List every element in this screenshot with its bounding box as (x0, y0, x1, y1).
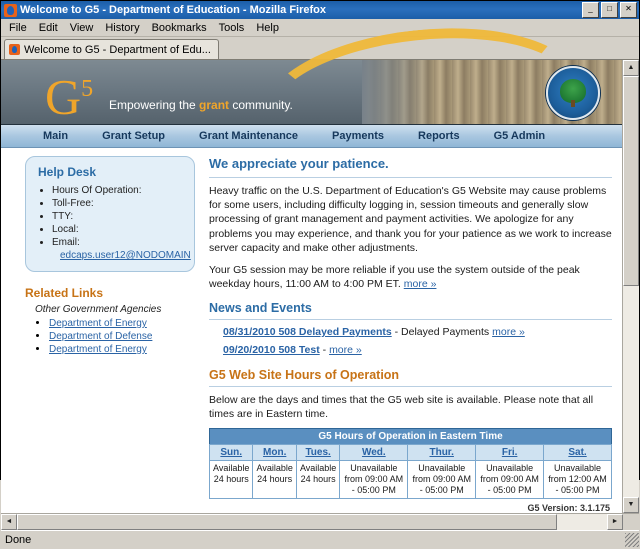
nav-item-payments[interactable]: Payments (332, 130, 385, 142)
help-desk-email: • Email: (52, 237, 184, 248)
help-desk-title: Help Desk (38, 165, 97, 179)
help-desk-hours: • Hours Of Operation: (52, 185, 184, 196)
hours-table-body (210, 460, 612, 499)
related-link-energy-1[interactable]: Department of Energy (49, 318, 147, 329)
help-desk-panel (25, 156, 195, 272)
hours-cell-wed: Unavailable from 09:00 AM - 05:00 PM (340, 460, 408, 499)
hours-col-sat[interactable]: Sat. (544, 444, 612, 460)
list-item (49, 343, 195, 355)
hours-cell-sat: Unavailable from 12:00 AM - 05:00 PM (544, 460, 612, 499)
menu-help[interactable]: Help (256, 21, 279, 34)
close-button[interactable]: ✕ (620, 2, 637, 18)
news-item-1-more-link[interactable]: more » (492, 326, 525, 339)
main-column (195, 156, 612, 513)
seal-tree-icon (560, 79, 586, 103)
banner-tagline (109, 98, 293, 112)
nav-item-main[interactable]: Main (43, 130, 69, 142)
hours-col-fri[interactable]: Fri. (476, 444, 544, 460)
news-item-1-sep: - (391, 326, 402, 339)
help-desk-local: • Local: (52, 224, 184, 235)
patience-paragraph-2 (209, 263, 612, 291)
nav-item-grant-maintenance[interactable]: Grant Maintenance (199, 130, 299, 142)
scrollbar-corner (623, 514, 639, 530)
list-item (49, 330, 195, 342)
vertical-scroll-track[interactable] (623, 286, 639, 497)
scroll-right-button[interactable]: ► (607, 514, 623, 530)
tab-welcome-to-g5[interactable] (4, 39, 219, 59)
news-item-2-sep: - (319, 344, 330, 357)
table-row (210, 460, 612, 499)
hours-col-tues[interactable]: Tues. (296, 444, 339, 460)
list-item (49, 317, 195, 329)
news-item-1-date-link[interactable]: 08/31/2010 508 Delayed Payments (223, 326, 392, 339)
g5-logo (45, 64, 94, 125)
menu-bar (1, 19, 639, 37)
tagline-pre: Empowering the (109, 98, 200, 112)
help-desk-tollfree: • Toll-Free: (52, 198, 184, 209)
related-link-defense[interactable]: Department of Defense (49, 331, 153, 342)
help-desk-tty: • TTY: (52, 211, 184, 222)
news-item-2-more-link[interactable]: more » (329, 344, 362, 357)
nav-item-reports[interactable]: Reports (418, 130, 460, 142)
scroll-down-button[interactable]: ▼ (623, 497, 639, 513)
hours-cell-thur: Unavailable from 09:00 AM - 05:00 PM (408, 460, 476, 499)
news-item-1 (223, 326, 612, 338)
page-favicon-icon (9, 44, 20, 55)
web-page (1, 60, 622, 513)
hours-col-sun[interactable]: Sun. (210, 444, 253, 460)
menu-history[interactable]: History (105, 21, 140, 34)
scroll-left-button[interactable]: ◄ (1, 514, 17, 530)
related-links-panel (25, 286, 195, 355)
hours-cell-fri: Unavailable from 09:00 AM - 05:00 PM (476, 460, 544, 499)
hours-intro: Below are the days and times that the G5 web site is available. Please note that all times are in Eastern time. (209, 394, 594, 421)
divider (209, 177, 612, 178)
tagline-post: community. (229, 98, 293, 112)
menu-edit[interactable]: Edit (38, 21, 58, 34)
tab-label: Welcome to G5 - Department of Edu... (24, 43, 211, 56)
hours-heading: G5 Web Site Hours of Operation (209, 368, 400, 383)
related-links-subtitle: Other Government Agencies (35, 304, 162, 315)
related-links-title: Related Links (25, 286, 104, 300)
hours-col-wed[interactable]: Wed. (340, 444, 408, 460)
firefox-icon (4, 4, 17, 17)
hours-col-mon[interactable]: Mon. (253, 444, 296, 460)
news-heading: News and Events (209, 301, 312, 316)
hours-table (209, 428, 612, 500)
site-banner (1, 60, 622, 125)
version-label: G5 Version: 3.1.175 (527, 503, 610, 514)
tagline-bold: grant (199, 98, 230, 112)
table-header-row (210, 444, 612, 460)
horizontal-scrollbar[interactable] (1, 513, 639, 530)
window-controls (582, 2, 637, 18)
resize-grip-icon[interactable] (625, 533, 639, 547)
browser-viewport (1, 60, 639, 513)
title-bar (1, 1, 639, 19)
hours-cell-sun: Available 24 hours (210, 460, 253, 499)
divider (209, 319, 612, 320)
help-desk-email-link[interactable]: edcaps.user12@NODOMAIN (60, 250, 191, 261)
menu-file[interactable]: File (9, 21, 27, 34)
minimize-button[interactable]: _ (582, 2, 599, 18)
g5-logo-letter: G (45, 68, 82, 125)
hours-table-caption: G5 Hours of Operation in Eastern Time (209, 428, 612, 444)
nav-item-grant-setup[interactable]: Grant Setup (102, 130, 166, 142)
related-link-energy-2[interactable]: Department of Energy (49, 344, 147, 355)
hours-cell-tues: Available 24 hours (296, 460, 339, 499)
menu-tools[interactable]: Tools (218, 21, 245, 34)
patience-heading: We appreciate your patience. (209, 156, 389, 171)
g5-logo-sup: 5 (81, 76, 94, 102)
hours-cell-mon: Available 24 hours (253, 460, 296, 499)
status-text: Done (5, 534, 32, 547)
help-desk-list (36, 185, 184, 248)
menu-view[interactable]: View (69, 21, 94, 34)
vertical-scroll-thumb[interactable] (623, 76, 639, 286)
news-item-2-date-link[interactable]: 09/20/2010 508 Test (223, 344, 320, 357)
related-links-list (25, 317, 195, 355)
page-content (1, 148, 622, 513)
hours-table-head (210, 444, 612, 460)
scroll-up-button[interactable]: ▲ (623, 60, 639, 76)
news-item-1-text: Delayed Payments (401, 326, 490, 339)
horizontal-scroll-thumb[interactable] (17, 514, 557, 530)
vertical-scrollbar[interactable] (622, 60, 639, 513)
maximize-button[interactable]: □ (601, 2, 618, 18)
news-item-2 (223, 344, 612, 356)
patience-paragraph-1: Heavy traffic on the U.S. Department of Education's G5 Website may cause problems for some users, including difficulty logging in, session timeouts and generally slow processing of grant management and payment activities. We apologize for any problems you may experience, and thank you for your patience as we work to increase server capacity and make other adjustments. (209, 185, 612, 254)
status-bar (1, 530, 639, 549)
window-title: Welcome to G5 - Department of Education - Mozilla Firefox (20, 4, 326, 16)
sidebar (11, 156, 195, 513)
nav-item-g5-admin[interactable]: G5 Admin (493, 130, 546, 142)
patience-more-link[interactable]: more » (403, 278, 437, 291)
menu-bookmarks[interactable]: Bookmarks (151, 21, 207, 34)
department-seal-icon (546, 66, 600, 120)
patience-paragraph-2-text: Your G5 session may be more reliable if you use the system outside of the peak weekday hours, 11:00 AM to 4:00 PM ET. (209, 263, 580, 291)
horizontal-scroll-track[interactable] (557, 514, 607, 530)
divider (209, 386, 612, 387)
hours-col-thur[interactable]: Thur. (408, 444, 476, 460)
